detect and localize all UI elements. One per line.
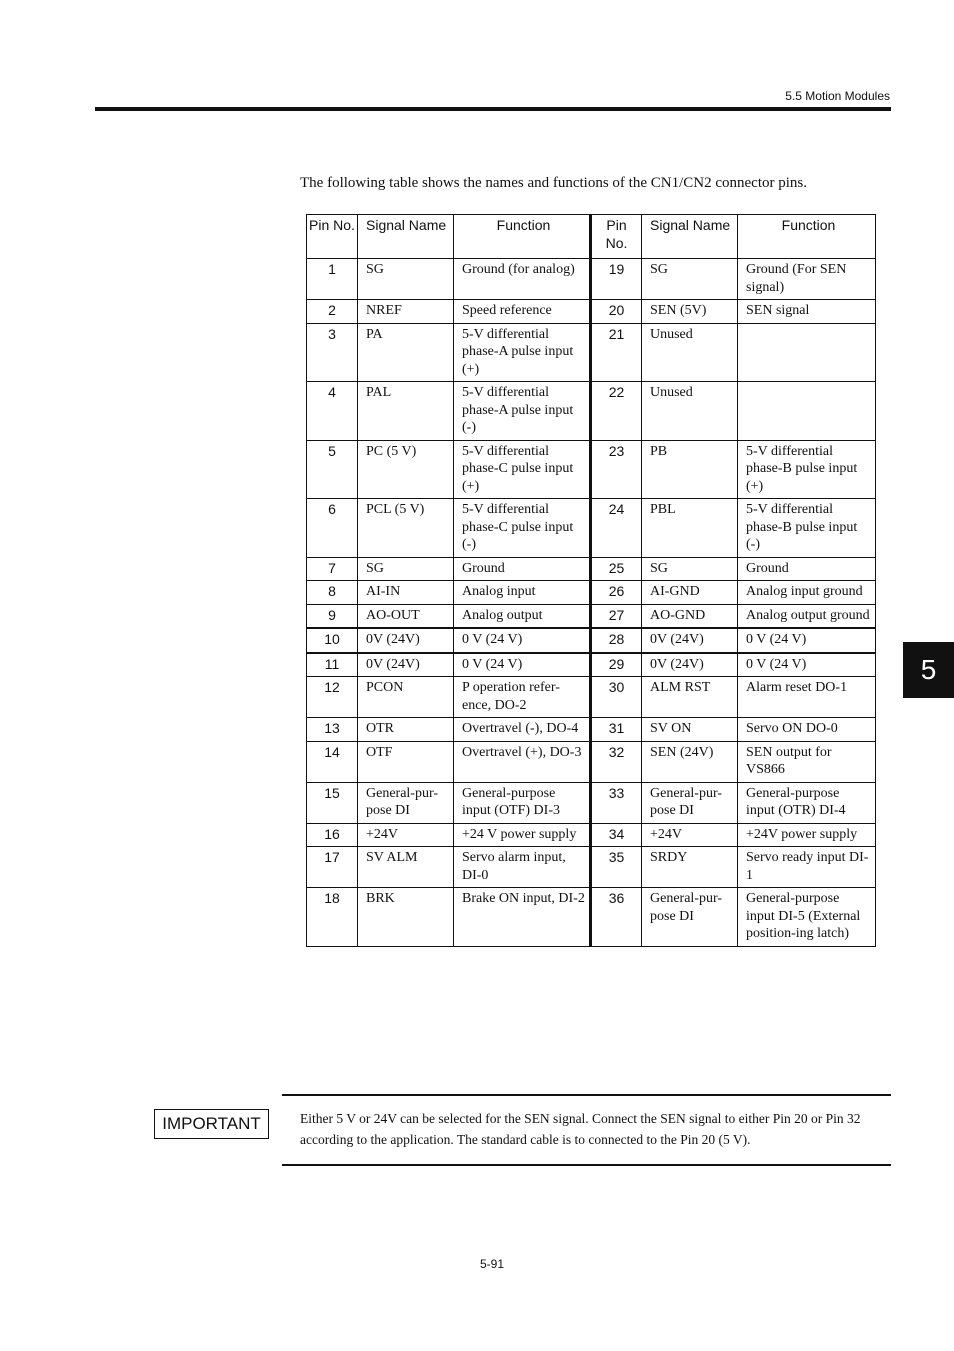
pin-number: 13 [307,718,358,742]
pin-number: 33 [591,782,642,823]
pin-number: 14 [307,741,358,782]
function: Ground (for analog) [454,259,591,300]
section-header: 5.5 Motion Modules [785,89,890,103]
signal-name: BRK [358,888,454,947]
signal-name: PB [642,440,738,499]
signal-name: AO-GND [642,604,738,628]
function: General-purpose input DI-5 (External position-ing latch) [738,888,876,947]
signal-name: ALM RST [642,677,738,718]
function: 5-V differential phase-B pulse input (-) [738,499,876,558]
pin-number: 17 [307,847,358,888]
signal-name: PCON [358,677,454,718]
pin-number: 12 [307,677,358,718]
table-header-row [307,215,876,259]
function: 5-V differential phase-A pulse input (-) [454,382,591,441]
pin-number: 29 [591,653,642,677]
signal-name: NREF [358,300,454,324]
signal-name: +24V [358,823,454,847]
signal-name: SEN (5V) [642,300,738,324]
pin-number: 21 [591,323,642,382]
table-row [307,823,876,847]
function: 5-V differential phase-B pulse input (+) [738,440,876,499]
header-signal-name: Signal Name [642,215,738,259]
signal-name: AI-IN [358,581,454,605]
function: +24V power supply [738,823,876,847]
pin-number: 8 [307,581,358,605]
function [738,323,876,382]
signal-name: Unused [642,323,738,382]
signal-name: PAL [358,382,454,441]
header-function: Function [454,215,591,259]
pin-number: 3 [307,323,358,382]
important-label: IMPORTANT [154,1109,269,1139]
signal-name: PC (5 V) [358,440,454,499]
pin-number: 28 [591,628,642,653]
function: Overtravel (+), DO-3 [454,741,591,782]
function: +24 V power supply [454,823,591,847]
intro-paragraph: The following table shows the names and functions of the CN1/CN2 connector pins. [300,175,807,191]
table-row [307,847,876,888]
table-row [307,300,876,324]
table-row [307,888,876,947]
table-row [307,604,876,628]
function: Analog input ground [738,581,876,605]
pin-number: 30 [591,677,642,718]
signal-name: SV ON [642,718,738,742]
signal-name: General-pur-pose DI [642,782,738,823]
signal-name: 0V (24V) [642,653,738,677]
signal-name: AI-GND [642,581,738,605]
signal-name: AO-OUT [358,604,454,628]
signal-name: SG [358,259,454,300]
function: Ground (For SEN signal) [738,259,876,300]
pin-number: 36 [591,888,642,947]
table-row [307,677,876,718]
function: 5-V differential phase-A pulse input (+) [454,323,591,382]
table-row [307,382,876,441]
function: Brake ON input, DI-2 [454,888,591,947]
pin-number: 20 [591,300,642,324]
signal-name: General-pur-pose DI [358,782,454,823]
table-row [307,440,876,499]
pin-number: 34 [591,823,642,847]
pin-number: 23 [591,440,642,499]
pin-number: 35 [591,847,642,888]
pin-number: 5 [307,440,358,499]
function: Analog input [454,581,591,605]
pin-number: 1 [307,259,358,300]
header-pin-no: Pin No. [307,215,358,259]
signal-name: Unused [642,382,738,441]
function: Alarm reset DO-1 [738,677,876,718]
pin-number: 22 [591,382,642,441]
function: Servo ON DO-0 [738,718,876,742]
table-row [307,499,876,558]
pin-number: 31 [591,718,642,742]
pin-number: 9 [307,604,358,628]
signal-name: OTF [358,741,454,782]
function: 5-V differential phase-C pulse input (-) [454,499,591,558]
function: 0 V (24 V) [738,653,876,677]
signal-name: General-pur-pose DI [642,888,738,947]
header-signal-name: Signal Name [358,215,454,259]
pin-number: 27 [591,604,642,628]
table-row [307,259,876,300]
function: General-purpose input (OTF) DI-3 [454,782,591,823]
pin-number: 25 [591,557,642,581]
signal-name: PCL (5 V) [358,499,454,558]
table-row [307,782,876,823]
pin-number: 24 [591,499,642,558]
function: General-purpose input (OTR) DI-4 [738,782,876,823]
pin-number: 7 [307,557,358,581]
pin-number: 11 [307,653,358,677]
header-function: Function [738,215,876,259]
pin-number: 19 [591,259,642,300]
table-row [307,653,876,677]
function: 0 V (24 V) [454,653,591,677]
page-number: 5-91 [479,1257,505,1271]
pin-number: 10 [307,628,358,653]
function: Overtravel (-), DO-4 [454,718,591,742]
table-row [307,741,876,782]
signal-name: 0V (24V) [642,628,738,653]
pin-number: 6 [307,499,358,558]
table-row [307,557,876,581]
function: Servo alarm input, DI-0 [454,847,591,888]
header-pin-no: Pin No. [591,215,642,259]
table-row [307,323,876,382]
important-top-rule [282,1094,891,1096]
function: Analog output [454,604,591,628]
function: Analog output ground [738,604,876,628]
pin-number: 32 [591,741,642,782]
pin-number: 16 [307,823,358,847]
function [738,382,876,441]
signal-name: SG [642,259,738,300]
pin-number: 18 [307,888,358,947]
important-bottom-rule [282,1164,891,1166]
header-rule [95,107,891,111]
chapter-tab: 5 [903,642,954,698]
signal-name: SEN (24V) [642,741,738,782]
function: Ground [738,557,876,581]
function: SEN output for VS866 [738,741,876,782]
signal-name: +24V [642,823,738,847]
pin-number: 15 [307,782,358,823]
table-row [307,628,876,653]
pin-number: 26 [591,581,642,605]
signal-name: OTR [358,718,454,742]
signal-name: SG [358,557,454,581]
important-text: Either 5 V or 24V can be selected for the SEN signal. Connect the SEN signal to either Pin 20 or Pin 32 according to the application. The standard cable is to connected to the Pin 20 (5 V). [300,1111,861,1147]
function: Servo ready input DI-1 [738,847,876,888]
signal-name: PA [358,323,454,382]
connector-pin-table [306,214,876,947]
function: SEN signal [738,300,876,324]
function: P operation refer-ence, DO-2 [454,677,591,718]
signal-name: 0V (24V) [358,653,454,677]
signal-name: SG [642,557,738,581]
table-row [307,581,876,605]
function: Speed reference [454,300,591,324]
function: 0 V (24 V) [738,628,876,653]
signal-name: SV ALM [358,847,454,888]
pin-number: 4 [307,382,358,441]
pin-number: 2 [307,300,358,324]
signal-name: 0V (24V) [358,628,454,653]
table-row [307,718,876,742]
signal-name: PBL [642,499,738,558]
function: 0 V (24 V) [454,628,591,653]
signal-name: SRDY [642,847,738,888]
function: 5-V differential phase-C pulse input (+) [454,440,591,499]
function: Ground [454,557,591,581]
